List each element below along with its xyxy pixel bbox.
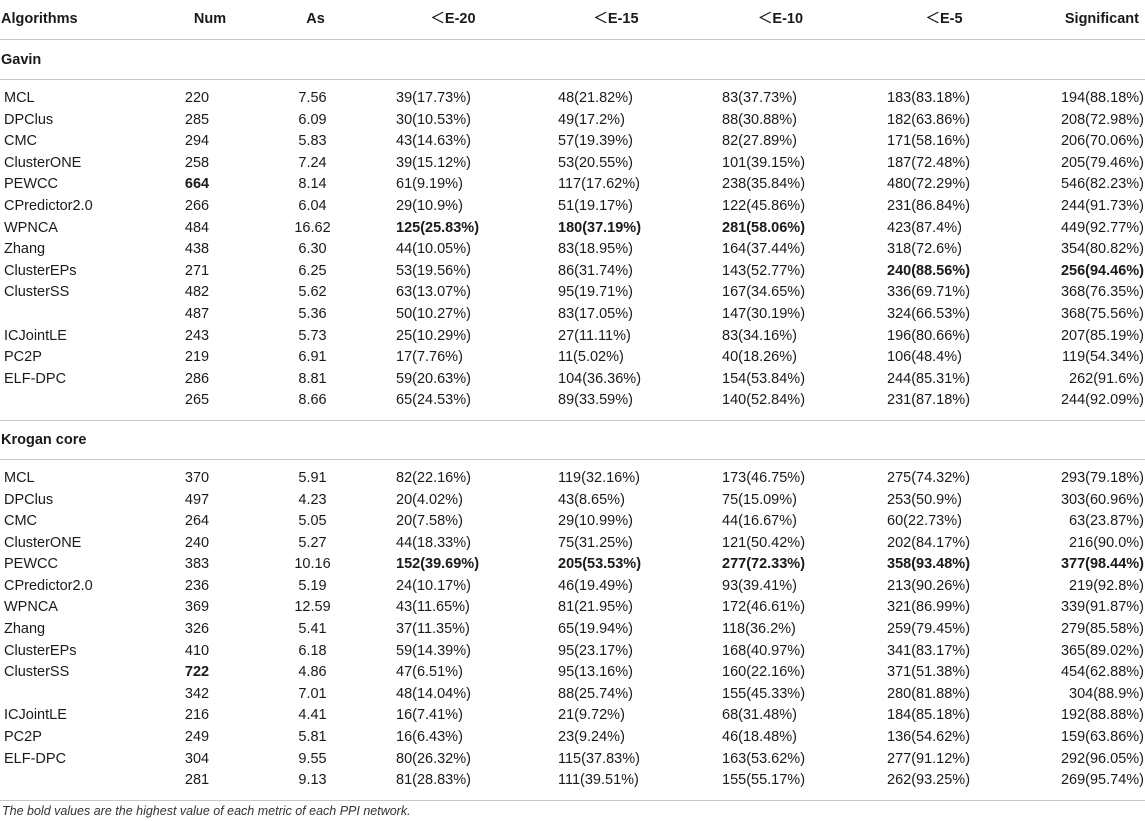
cell-significant: 365(89.02%) bbox=[1060, 642, 1144, 659]
cell-e10: 238(35.84%) bbox=[722, 176, 806, 193]
header-e5: ＜E-5 bbox=[925, 11, 963, 27]
cell-e5: 183(83.18%) bbox=[887, 90, 971, 106]
cell-as: 6.30 bbox=[298, 241, 327, 258]
cell-e10: 121(50.42%) bbox=[722, 534, 806, 551]
cell-algorithm: ClusterEPs bbox=[4, 642, 77, 659]
cell-num: 664 bbox=[184, 176, 210, 193]
cell-significant: 256(94.46%) bbox=[1060, 262, 1144, 279]
table-row bbox=[0, 468, 1145, 490]
cell-num: 219 bbox=[184, 349, 210, 366]
cell-significant: 303(60.96%) bbox=[1060, 491, 1144, 508]
cell-num: 216 bbox=[184, 707, 210, 724]
cell-e10: 93(39.41%) bbox=[722, 577, 797, 594]
cell-as: 6.18 bbox=[298, 642, 327, 659]
cell-significant: 244(91.73%) bbox=[1060, 197, 1144, 214]
cell-num: 370 bbox=[184, 469, 210, 486]
cell-e10: 160(22.16%) bbox=[722, 664, 806, 681]
cell-e15: 81(21.95%) bbox=[558, 599, 633, 616]
cell-algorithm: MCL bbox=[4, 90, 35, 106]
cell-e10: 168(40.97%) bbox=[722, 642, 806, 659]
table-row bbox=[0, 576, 1145, 598]
cell-significant: 339(91.87%) bbox=[1060, 599, 1144, 616]
cell-significant: 368(76.35%) bbox=[1060, 284, 1144, 301]
section-spacer bbox=[0, 459, 1145, 468]
cell-e15: 205(53.53%) bbox=[558, 556, 642, 573]
cell-significant: 293(79.18%) bbox=[1060, 469, 1144, 486]
cell-e5: 253(50.9%) bbox=[887, 491, 962, 508]
header-num: Num bbox=[193, 11, 227, 27]
cell-e15: 23(9.24%) bbox=[558, 729, 625, 746]
cell-e5: 371(51.38%) bbox=[887, 664, 971, 681]
cell-as: 5.62 bbox=[298, 284, 327, 301]
cell-e10: 40(18.26%) bbox=[722, 349, 797, 366]
table-row bbox=[0, 727, 1145, 749]
cell-algorithm: ClusterSS bbox=[4, 284, 70, 301]
cell-e15: 46(19.49%) bbox=[558, 577, 633, 594]
cell-e5: 60(22.73%) bbox=[887, 513, 962, 530]
header-significant: Significant bbox=[1064, 11, 1139, 27]
cell-algorithm bbox=[0, 390, 161, 412]
cell-as: 8.14 bbox=[298, 176, 327, 193]
spacer-cell bbox=[0, 459, 1145, 468]
cell-algorithm: CPredictor2.0 bbox=[4, 577, 93, 594]
cell-e5: 336(69.71%) bbox=[887, 284, 971, 301]
cell-e20: 44(18.33%) bbox=[396, 534, 471, 551]
cell-e5: 182(63.86%) bbox=[887, 111, 971, 128]
cell-e20: 44(10.05%) bbox=[396, 241, 471, 258]
header-e20: ＜E-20 bbox=[430, 11, 476, 27]
cell-e20: 65(24.53%) bbox=[396, 392, 471, 409]
cell-num: 285 bbox=[184, 111, 210, 128]
cell-e10: 68(31.48%) bbox=[722, 707, 797, 724]
cell-e20: 37(11.35%) bbox=[396, 621, 470, 638]
table-row bbox=[0, 304, 1145, 326]
cell-e15: 115(37.83%) bbox=[558, 750, 640, 767]
cell-e15: 51(19.17%) bbox=[558, 197, 633, 214]
cell-num: 264 bbox=[184, 513, 210, 530]
cell-e5: 358(93.48%) bbox=[887, 556, 971, 573]
cell-num: 383 bbox=[184, 556, 210, 573]
cell-e20: 53(19.56%) bbox=[396, 262, 471, 279]
cell-significant: 216(90.0%) bbox=[1069, 534, 1144, 551]
cell-algorithm: WPNCA bbox=[4, 599, 58, 616]
table-row bbox=[0, 749, 1145, 771]
cell-e5: 423(87.4%) bbox=[887, 219, 962, 236]
cell-as: 5.83 bbox=[298, 133, 327, 150]
cell-algorithm: CMC bbox=[4, 513, 38, 530]
cell-e10: 88(30.88%) bbox=[722, 111, 797, 128]
cell-significant: 194(88.18%) bbox=[1060, 90, 1144, 106]
cell-algorithm: ICJointLE bbox=[4, 707, 67, 724]
cell-significant: 119(54.34%) bbox=[1062, 349, 1144, 366]
cell-e5: 318(72.6%) bbox=[887, 241, 962, 258]
cell-e20: 47(6.51%) bbox=[396, 664, 463, 681]
cell-algorithm bbox=[0, 304, 161, 326]
table-body bbox=[0, 40, 1145, 801]
cell-algorithm: CPredictor2.0 bbox=[4, 197, 93, 214]
cell-as: 6.09 bbox=[298, 111, 327, 128]
cell-e20: 39(17.73%) bbox=[396, 90, 471, 106]
table-row bbox=[0, 597, 1145, 619]
cell-as: 5.19 bbox=[298, 577, 327, 594]
spacer-cell bbox=[0, 792, 1145, 801]
cell-algorithm: DPClus bbox=[4, 111, 54, 128]
table-row bbox=[0, 131, 1145, 153]
cell-e5: 231(86.84%) bbox=[887, 197, 971, 214]
section-end-spacer bbox=[0, 412, 1145, 421]
section-spacer bbox=[0, 80, 1145, 89]
cell-e15: 57(19.39%) bbox=[558, 133, 633, 150]
header-row bbox=[0, 0, 1145, 40]
cell-significant: 354(80.82%) bbox=[1060, 241, 1144, 258]
table-row bbox=[0, 705, 1145, 727]
cell-e10: 82(27.89%) bbox=[722, 133, 797, 150]
cell-significant: 449(92.77%) bbox=[1060, 219, 1144, 236]
cell-significant: 269(95.74%) bbox=[1060, 772, 1144, 789]
cell-e5: 213(90.26%) bbox=[887, 577, 971, 594]
cell-e15: 86(31.74%) bbox=[558, 262, 633, 279]
table-row bbox=[0, 174, 1145, 196]
cell-e10: 155(45.33%) bbox=[722, 685, 806, 702]
cell-e20: 25(10.29%) bbox=[396, 327, 471, 344]
cell-as: 8.66 bbox=[298, 392, 327, 409]
header-e15: ＜E-15 bbox=[593, 11, 639, 27]
cell-num: 236 bbox=[184, 577, 210, 594]
cell-e20: 152(39.69%) bbox=[396, 556, 480, 573]
cell-e20: 24(10.17%) bbox=[396, 577, 471, 594]
cell-algorithm: PEWCC bbox=[4, 176, 58, 193]
cell-e5: 136(54.62%) bbox=[887, 729, 971, 746]
cell-num: 286 bbox=[184, 370, 210, 387]
cell-significant: 377(98.44%) bbox=[1060, 556, 1144, 573]
cell-e15: 65(19.94%) bbox=[558, 621, 633, 638]
cell-as: 4.41 bbox=[298, 707, 327, 724]
cell-significant: 368(75.56%) bbox=[1060, 305, 1144, 322]
cell-algorithm: CMC bbox=[4, 133, 38, 150]
cell-num: 482 bbox=[184, 284, 210, 301]
cell-num: 258 bbox=[184, 154, 210, 171]
cell-as: 12.59 bbox=[294, 599, 331, 616]
cell-e5: 259(79.45%) bbox=[887, 621, 971, 638]
cell-e15: 53(20.55%) bbox=[558, 154, 633, 171]
cell-e10: 163(53.62%) bbox=[722, 750, 806, 767]
cell-e5: 324(66.53%) bbox=[887, 305, 971, 322]
cell-as: 10.16 bbox=[294, 556, 331, 573]
cell-num: 243 bbox=[184, 327, 210, 344]
cell-e15: 95(19.71%) bbox=[558, 284, 633, 301]
cell-as: 8.81 bbox=[298, 370, 327, 387]
header-e10: ＜E-10 bbox=[757, 11, 804, 27]
cell-as: 7.56 bbox=[298, 90, 327, 106]
cell-e5: 277(91.12%) bbox=[887, 750, 971, 767]
cell-e10: 155(55.17%) bbox=[722, 772, 806, 789]
cell-num: 342 bbox=[184, 685, 210, 702]
cell-significant: 292(96.05%) bbox=[1060, 750, 1144, 767]
table-row bbox=[0, 641, 1145, 663]
cell-e15: 27(11.11%) bbox=[558, 327, 631, 344]
table-row bbox=[0, 196, 1145, 218]
cell-algorithm: ClusterEPs bbox=[4, 262, 77, 279]
section-header-row bbox=[0, 420, 1145, 459]
cell-e5: 321(86.99%) bbox=[887, 599, 971, 616]
cell-significant: 304(88.9%) bbox=[1069, 685, 1144, 702]
cell-e15: 49(17.2%) bbox=[558, 111, 625, 128]
cell-e10: 83(37.73%) bbox=[722, 90, 797, 106]
cell-e5: 240(88.56%) bbox=[887, 262, 971, 279]
cell-algorithm: ClusterONE bbox=[4, 154, 82, 171]
cell-e15: 119(32.16%) bbox=[558, 469, 640, 486]
cell-num: 497 bbox=[184, 491, 210, 508]
cell-e10: 143(52.77%) bbox=[722, 262, 806, 279]
table-row bbox=[0, 511, 1145, 533]
cell-significant: 207(85.19%) bbox=[1060, 327, 1144, 344]
cell-e5: 184(85.18%) bbox=[887, 707, 971, 724]
table-row bbox=[0, 153, 1145, 175]
cell-e15: 29(10.99%) bbox=[558, 513, 633, 530]
cell-e10: 172(46.61%) bbox=[722, 599, 806, 616]
cell-num: 249 bbox=[184, 729, 210, 746]
cell-num: 484 bbox=[184, 219, 210, 236]
cell-num: 271 bbox=[184, 262, 210, 279]
table-row bbox=[0, 88, 1145, 110]
cell-num: 487 bbox=[184, 305, 210, 322]
cell-num: 304 bbox=[184, 750, 210, 767]
cell-significant: 279(85.58%) bbox=[1060, 621, 1144, 638]
cell-e20: 20(4.02%) bbox=[396, 491, 463, 508]
cell-significant: 219(92.8%) bbox=[1069, 577, 1144, 594]
cell-e20: 48(14.04%) bbox=[396, 685, 471, 702]
cell-e10: 83(34.16%) bbox=[722, 327, 797, 344]
cell-num: 265 bbox=[184, 392, 210, 409]
cell-e20: 30(10.53%) bbox=[396, 111, 471, 128]
cell-e10: 75(15.09%) bbox=[722, 491, 797, 508]
table-row bbox=[0, 770, 1145, 792]
cell-num: 281 bbox=[184, 772, 210, 789]
cell-e5: 231(87.18%) bbox=[887, 392, 971, 409]
cell-e10: 167(34.65%) bbox=[722, 284, 806, 301]
cell-significant: 206(70.06%) bbox=[1060, 133, 1144, 150]
cell-num: 410 bbox=[184, 642, 210, 659]
cell-e5: 341(83.17%) bbox=[887, 642, 971, 659]
cell-e20: 82(22.16%) bbox=[396, 469, 471, 486]
cell-algorithm: PC2P bbox=[4, 349, 42, 366]
cell-as: 9.13 bbox=[298, 772, 327, 789]
cell-e20: 59(20.63%) bbox=[396, 370, 471, 387]
table-footnote: The bold values are the highest value of each metric of each PPI network. bbox=[2, 804, 411, 818]
cell-e10: 46(18.48%) bbox=[722, 729, 797, 746]
spacer-cell bbox=[0, 412, 1145, 421]
table-row bbox=[0, 347, 1145, 369]
cell-algorithm: ELF-DPC bbox=[4, 370, 67, 387]
cell-e5: 244(85.31%) bbox=[887, 370, 971, 387]
table-row bbox=[0, 218, 1145, 240]
header-algorithms: Algorithms bbox=[1, 11, 78, 27]
cell-num: 369 bbox=[184, 599, 210, 616]
spacer-cell bbox=[0, 80, 1145, 89]
table-row bbox=[0, 282, 1145, 304]
cell-e15: 117(17.62%) bbox=[558, 176, 640, 193]
cell-e20: 16(7.41%) bbox=[396, 707, 463, 724]
cell-as: 6.04 bbox=[298, 197, 327, 214]
cell-algorithm: ELF-DPC bbox=[4, 750, 67, 767]
section-header-row bbox=[0, 40, 1145, 80]
cell-as: 6.91 bbox=[298, 349, 327, 366]
cell-e5: 480(72.29%) bbox=[887, 176, 971, 193]
cell-as: 5.27 bbox=[298, 534, 327, 551]
cell-e10: 147(30.19%) bbox=[722, 305, 806, 322]
cell-algorithm: Zhang bbox=[4, 621, 46, 638]
cell-e20: 61(9.19%) bbox=[396, 176, 463, 193]
cell-as: 5.73 bbox=[298, 327, 327, 344]
cell-e10: 164(37.44%) bbox=[722, 241, 806, 258]
cell-e10: 140(52.84%) bbox=[722, 392, 806, 409]
cell-e5: 280(81.88%) bbox=[887, 685, 971, 702]
table-row bbox=[0, 239, 1145, 261]
cell-significant: 192(88.88%) bbox=[1060, 707, 1144, 724]
cell-significant: 63(23.87%) bbox=[1069, 513, 1144, 530]
cell-e20: 29(10.9%) bbox=[396, 197, 463, 214]
cell-e10: 277(72.33%) bbox=[722, 556, 806, 573]
table-row bbox=[0, 369, 1145, 391]
cell-e5: 187(72.48%) bbox=[887, 154, 971, 171]
cell-as: 5.81 bbox=[298, 729, 327, 746]
cell-e20: 81(28.83%) bbox=[396, 772, 471, 789]
cell-e15: 48(21.82%) bbox=[558, 90, 633, 106]
cell-e10: 118(36.2%) bbox=[722, 621, 796, 638]
cell-e20: 125(25.83%) bbox=[396, 219, 480, 236]
cell-e20: 20(7.58%) bbox=[396, 513, 463, 530]
cell-e15: 95(23.17%) bbox=[558, 642, 633, 659]
cell-e10: 44(16.67%) bbox=[722, 513, 797, 530]
cell-e10: 101(39.15%) bbox=[722, 154, 806, 171]
cell-e15: 95(13.16%) bbox=[558, 664, 633, 681]
cell-e20: 80(26.32%) bbox=[396, 750, 471, 767]
header-as: As bbox=[306, 11, 325, 27]
cell-e5: 196(80.66%) bbox=[887, 327, 971, 344]
cell-e15: 43(8.65%) bbox=[558, 491, 625, 508]
cell-as: 5.05 bbox=[298, 513, 327, 530]
cell-algorithm bbox=[0, 684, 161, 706]
cell-as: 9.55 bbox=[298, 750, 327, 767]
cell-as: 5.91 bbox=[298, 469, 327, 486]
cell-algorithm: ClusterONE bbox=[4, 534, 82, 551]
cell-e15: 180(37.19%) bbox=[558, 219, 642, 236]
table-row bbox=[0, 261, 1145, 283]
cell-e10: 281(58.06%) bbox=[722, 219, 806, 236]
cell-e15: 89(33.59%) bbox=[558, 392, 633, 409]
cell-as: 6.25 bbox=[298, 262, 327, 279]
cell-algorithm: WPNCA bbox=[4, 219, 58, 236]
cell-num: 326 bbox=[184, 621, 210, 638]
cell-algorithm: ClusterSS bbox=[4, 664, 70, 681]
cell-algorithm: DPClus bbox=[4, 491, 54, 508]
cell-e20: 39(15.12%) bbox=[396, 154, 471, 171]
cell-num: 294 bbox=[184, 133, 210, 150]
cell-e20: 50(10.27%) bbox=[396, 305, 471, 322]
cell-as: 5.41 bbox=[298, 621, 327, 638]
cell-algorithm: PEWCC bbox=[4, 556, 58, 573]
cell-e15: 111(39.51%) bbox=[558, 772, 639, 789]
cell-e20: 16(6.43%) bbox=[396, 729, 463, 746]
cell-e20: 43(11.65%) bbox=[396, 599, 470, 616]
cell-num: 438 bbox=[184, 241, 210, 258]
cell-significant: 546(82.23%) bbox=[1060, 176, 1144, 193]
table-row bbox=[0, 533, 1145, 555]
cell-e5: 171(58.16%) bbox=[887, 133, 971, 150]
cell-e15: 11(5.02%) bbox=[558, 349, 624, 366]
cell-e20: 17(7.76%) bbox=[396, 349, 463, 366]
table-row bbox=[0, 619, 1145, 641]
table-row bbox=[0, 490, 1145, 512]
cell-as: 7.24 bbox=[298, 154, 327, 171]
cell-algorithm: Zhang bbox=[4, 241, 46, 258]
cell-e5: 275(74.32%) bbox=[887, 469, 971, 486]
cell-num: 266 bbox=[184, 197, 210, 214]
table-row bbox=[0, 662, 1145, 684]
cell-num: 220 bbox=[184, 90, 210, 106]
cell-e5: 202(84.17%) bbox=[887, 534, 971, 551]
cell-significant: 262(91.6%) bbox=[1069, 370, 1144, 387]
cell-e5: 262(93.25%) bbox=[887, 772, 971, 789]
cell-e20: 59(14.39%) bbox=[396, 642, 471, 659]
cell-significant: 208(72.98%) bbox=[1060, 111, 1144, 128]
cell-e10: 154(53.84%) bbox=[722, 370, 806, 387]
cell-algorithm: MCL bbox=[4, 469, 35, 486]
section-title: Gavin bbox=[0, 40, 1145, 80]
cell-algorithm: ICJointLE bbox=[4, 327, 67, 344]
cell-algorithm: PC2P bbox=[4, 729, 42, 746]
cell-significant: 244(92.09%) bbox=[1060, 392, 1144, 409]
cell-algorithm bbox=[0, 770, 161, 792]
cell-e10: 122(45.86%) bbox=[722, 197, 806, 214]
cell-as: 4.86 bbox=[298, 664, 327, 681]
section-title: Krogan core bbox=[0, 420, 1145, 459]
table-row bbox=[0, 390, 1145, 412]
cell-significant: 159(63.86%) bbox=[1060, 729, 1144, 746]
cell-e15: 88(25.74%) bbox=[558, 685, 633, 702]
cell-num: 240 bbox=[184, 534, 210, 551]
table-row bbox=[0, 684, 1145, 706]
cell-e20: 43(14.63%) bbox=[396, 133, 471, 150]
cell-e15: 83(17.05%) bbox=[558, 305, 633, 322]
cell-e15: 21(9.72%) bbox=[558, 707, 625, 724]
cell-as: 4.23 bbox=[298, 491, 327, 508]
cell-e10: 173(46.75%) bbox=[722, 469, 806, 486]
cell-as: 7.01 bbox=[298, 685, 327, 702]
cell-significant: 454(62.88%) bbox=[1060, 664, 1144, 681]
cell-as: 5.36 bbox=[298, 305, 327, 322]
cell-e5: 106(48.4%) bbox=[887, 349, 962, 366]
cell-as: 16.62 bbox=[294, 219, 331, 236]
table-row bbox=[0, 326, 1145, 348]
table-row bbox=[0, 110, 1145, 132]
table-row bbox=[0, 554, 1145, 576]
cell-significant: 205(79.46%) bbox=[1060, 154, 1144, 171]
cell-num: 722 bbox=[184, 664, 210, 681]
section-end-spacer bbox=[0, 792, 1145, 801]
cell-e15: 83(18.95%) bbox=[558, 241, 633, 258]
cell-e15: 75(31.25%) bbox=[558, 534, 633, 551]
cell-e20: 63(13.07%) bbox=[396, 284, 471, 301]
cell-e15: 104(36.36%) bbox=[558, 370, 642, 387]
